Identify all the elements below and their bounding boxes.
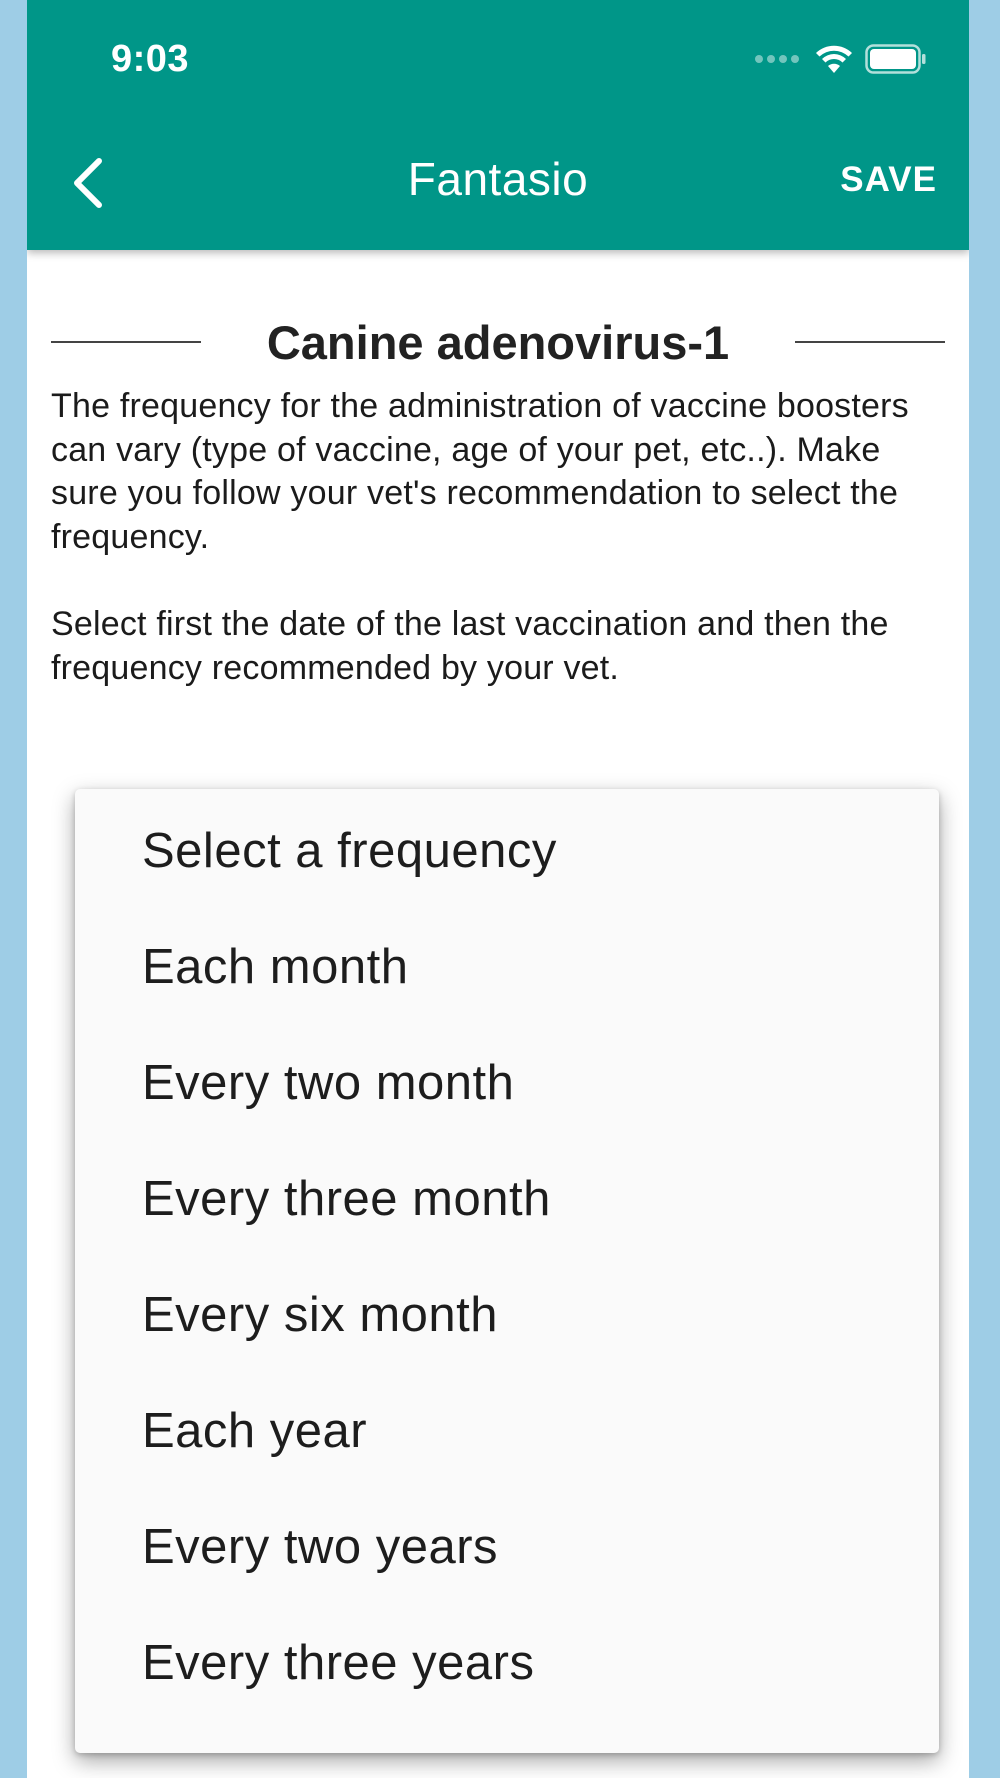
frequency-option[interactable]: Every six month [142,1288,499,1342]
status-icons [755,44,927,74]
frequency-dropdown-menu [75,789,939,1753]
frequency-option[interactable]: Each month [142,940,409,994]
frequency-option[interactable]: Every three month [142,1172,551,1226]
frequency-info-text: The frequency for the administration of vaccine boosters can vary (type of vaccine, age of your pet, etc..). Make sure you follow your vet's recommendation to select the frequency. [51,387,909,556]
save-button[interactable]: SAVE [840,160,937,199]
section-heading [51,312,945,372]
frequency-option[interactable]: Every two month [142,1056,515,1110]
frequency-option[interactable]: Select a frequency [142,824,557,878]
page-title: Fantasio [407,153,589,205]
status-time: 9:03 [111,38,190,80]
app-screen [27,0,969,1778]
wifi-icon [815,44,853,74]
vaccine-name: Canine adenovirus-1 [266,315,730,369]
frequency-option[interactable]: Every two years [142,1520,499,1574]
divider-right [795,341,945,343]
frequency-option[interactable]: Every three years [142,1636,535,1690]
app-bar [27,0,969,250]
cellular-signal-icon [755,55,799,63]
battery-icon [865,44,927,74]
frequency-option[interactable]: Each year [142,1404,368,1458]
instruction-text: Select first the date of the last vaccination and then the frequency recommended by your vet. [51,605,889,687]
divider-left [51,341,201,343]
